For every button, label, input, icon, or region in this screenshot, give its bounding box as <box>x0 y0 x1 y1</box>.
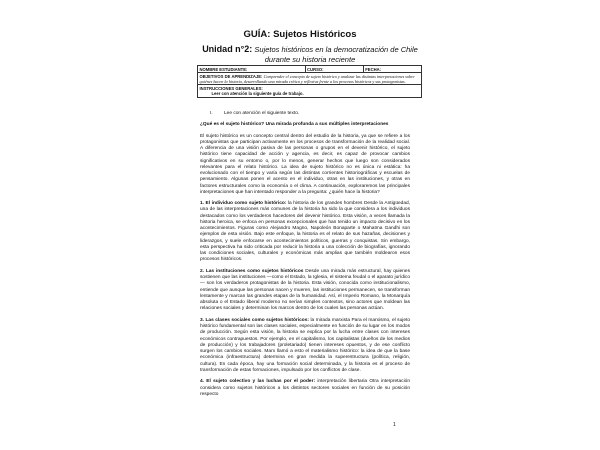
item-number: I. <box>210 111 213 116</box>
instructions-label: INSTRUCCIONES GENERALES: <box>199 85 263 91</box>
section-4-title: 4. El sujeto colectivo y las luchas por el poder: <box>200 379 316 385</box>
list-item <box>200 111 410 117</box>
section-2-title: 2. Las instituciones como sujetos históricos <box>200 268 304 274</box>
unit-label: Unidad n°2: <box>202 44 253 54</box>
unit-heading <box>195 44 425 65</box>
section-1-text: la historia de los grandes hombres Desde la Antigüedad, una de las interpretaciones más comunes de la historia ha sido la que considera a los individuos destacados como los verdaderos hacedores del devenir histórico. Esta visión, a veces llamada la historia heroica, se enfoca en personas excepcionales que han tenido un impacto decisivo en los acontecimientos. Figuras como Alejandro Magno, Napoleón Bonaparte o Mahatma Gandhi son ejemplos de esta visión. Bajo este enfoque, la historia es el relato de sus hazañas, decisiones y liderazgos, y suele enfocarse en acontecimientos políticos, guerras y conquistas. Sin embargo, esta perspectiva ha sido criticada por reducir la historia a una colección de biografías, ignorando las condiciones sociales, culturales y económicas más amplias que también moldearon esos procesos históricos. <box>200 201 410 263</box>
section-4-paragraph <box>200 379 410 398</box>
objectives-cell <box>198 73 422 85</box>
objectives-label: OBJETIVOS DE APRENDIZAJE: <box>199 73 263 79</box>
guide-title: GUÍA: Sujetos Históricos <box>243 29 357 40</box>
section-2-paragraph <box>200 269 410 313</box>
section-3-text: la mirada marxista Para el marxismo, el sujeto histórico fundamental son las clases sociales, especialmente en función de su lugar en los modos de producción. Según esta visión, la historia se explica por la lucha entre clases con intereses económicos contrapuestos. Por ejemplo, en el capitalismo, los capitalistas (dueños de los medios de producción) y los trabajadores (proletariado) tienen intereses opuestos, y de ese conflicto surgen los cambios sociales. Marx llamó a esto el materialismo histórico: la idea de que la base económica (infraestructura) determina en gran medida la superestructura (política, religión, cultura). En cada época, hay una formación social determinada, y la historia es el proceso de transformación de estas formaciones, impulsado por los conflictos de clase. <box>200 317 410 373</box>
section-3-paragraph <box>200 318 410 374</box>
unit-text: Sujetos históricos en la democratización de Chile durante su historia reciente <box>254 45 418 64</box>
instructions-text: Leer con atención la siguiente guía de trabajo. <box>211 90 304 96</box>
instructions-cell <box>198 85 422 97</box>
page-number: 1 <box>393 422 396 428</box>
intro-paragraph: El sujeto histórico es un concepto central dentro del estudio de la historia, ya que se refiere a los protagonistas que participan activamente en los procesos de transformación de la realidad social. A diferencia de una visión pasiva de las personas o grupos en el devenir histórico, el sujeto histórico tiene capacidad de acción y agencia, es decir, es capaz de provocar cambios significativos en su entorno o, por lo menos, generar hechos que luego son considerados relevantes para el relato histórico. La idea de sujeto histórico no es única ni estática: ha evolucionado con el tiempo y varía según las distintas corrientes historiográficas y escuelas de pensamiento. Algunas ponen el acento en el individuo, otras en las instituciones, y otras en factores estructurales como la economía o el clima. A continuación, exploraremos las principales interpretaciones que han intentado responder a la pregunta: ¿quién hace la historia? <box>200 133 410 195</box>
section-1-title: 1. El individuo como sujeto histórico: <box>200 201 287 207</box>
objectives-text: Comprender el concepto de sujeto histórico y analizar las distintas interpretaciones sobre quiénes hacen la historia, desarrollando una mirada crítica y reflexiva frente a los procesos históricos y sus protagonistas. <box>199 73 415 84</box>
section-2-text: Desde una mirada más estructural, hay quienes sostienen que las instituciones —como el Estado, la Iglesia, el sistema feudal o el aparato jurídico— son los verdaderos protagonistas de la historia. Esta visión, conocida como institucionalismo, entiende que aunque las personas nacen y mueren, las instituciones permanecen, se transforman lentamente y marcan las grandes etapas de la humanidad. Así, el Imperio Romano, la Monarquía absoluta o el Estado liberal moderno no serían simples contextos, sino actores que moldean las relaciones sociales y determinan los marcos dentro de los cuales las personas actúan. <box>200 268 411 312</box>
course-cell[interactable]: CURSO: <box>305 66 363 73</box>
guide-body <box>200 111 410 403</box>
section-heading: ¿Qué es el sujeto histórico? Una mirada profunda a sus múltiples interpretaciones <box>200 122 389 128</box>
student-name-cell[interactable]: NOMBRE ESTUDIANTE: <box>198 66 306 73</box>
section-3-title: 3. Las clases sociales como sujetos históricos: <box>200 317 309 323</box>
section-1-paragraph <box>200 201 410 264</box>
student-info-table <box>197 65 422 98</box>
item-text: Lee con atención el siguiente texto. <box>224 111 300 116</box>
section-4-text: interpretación libertaria Otra interpretación considera como sujetos históricos a los distintos sectores sociales en función de su posición respecto <box>200 379 410 397</box>
date-cell[interactable]: FECHA: <box>363 66 421 73</box>
